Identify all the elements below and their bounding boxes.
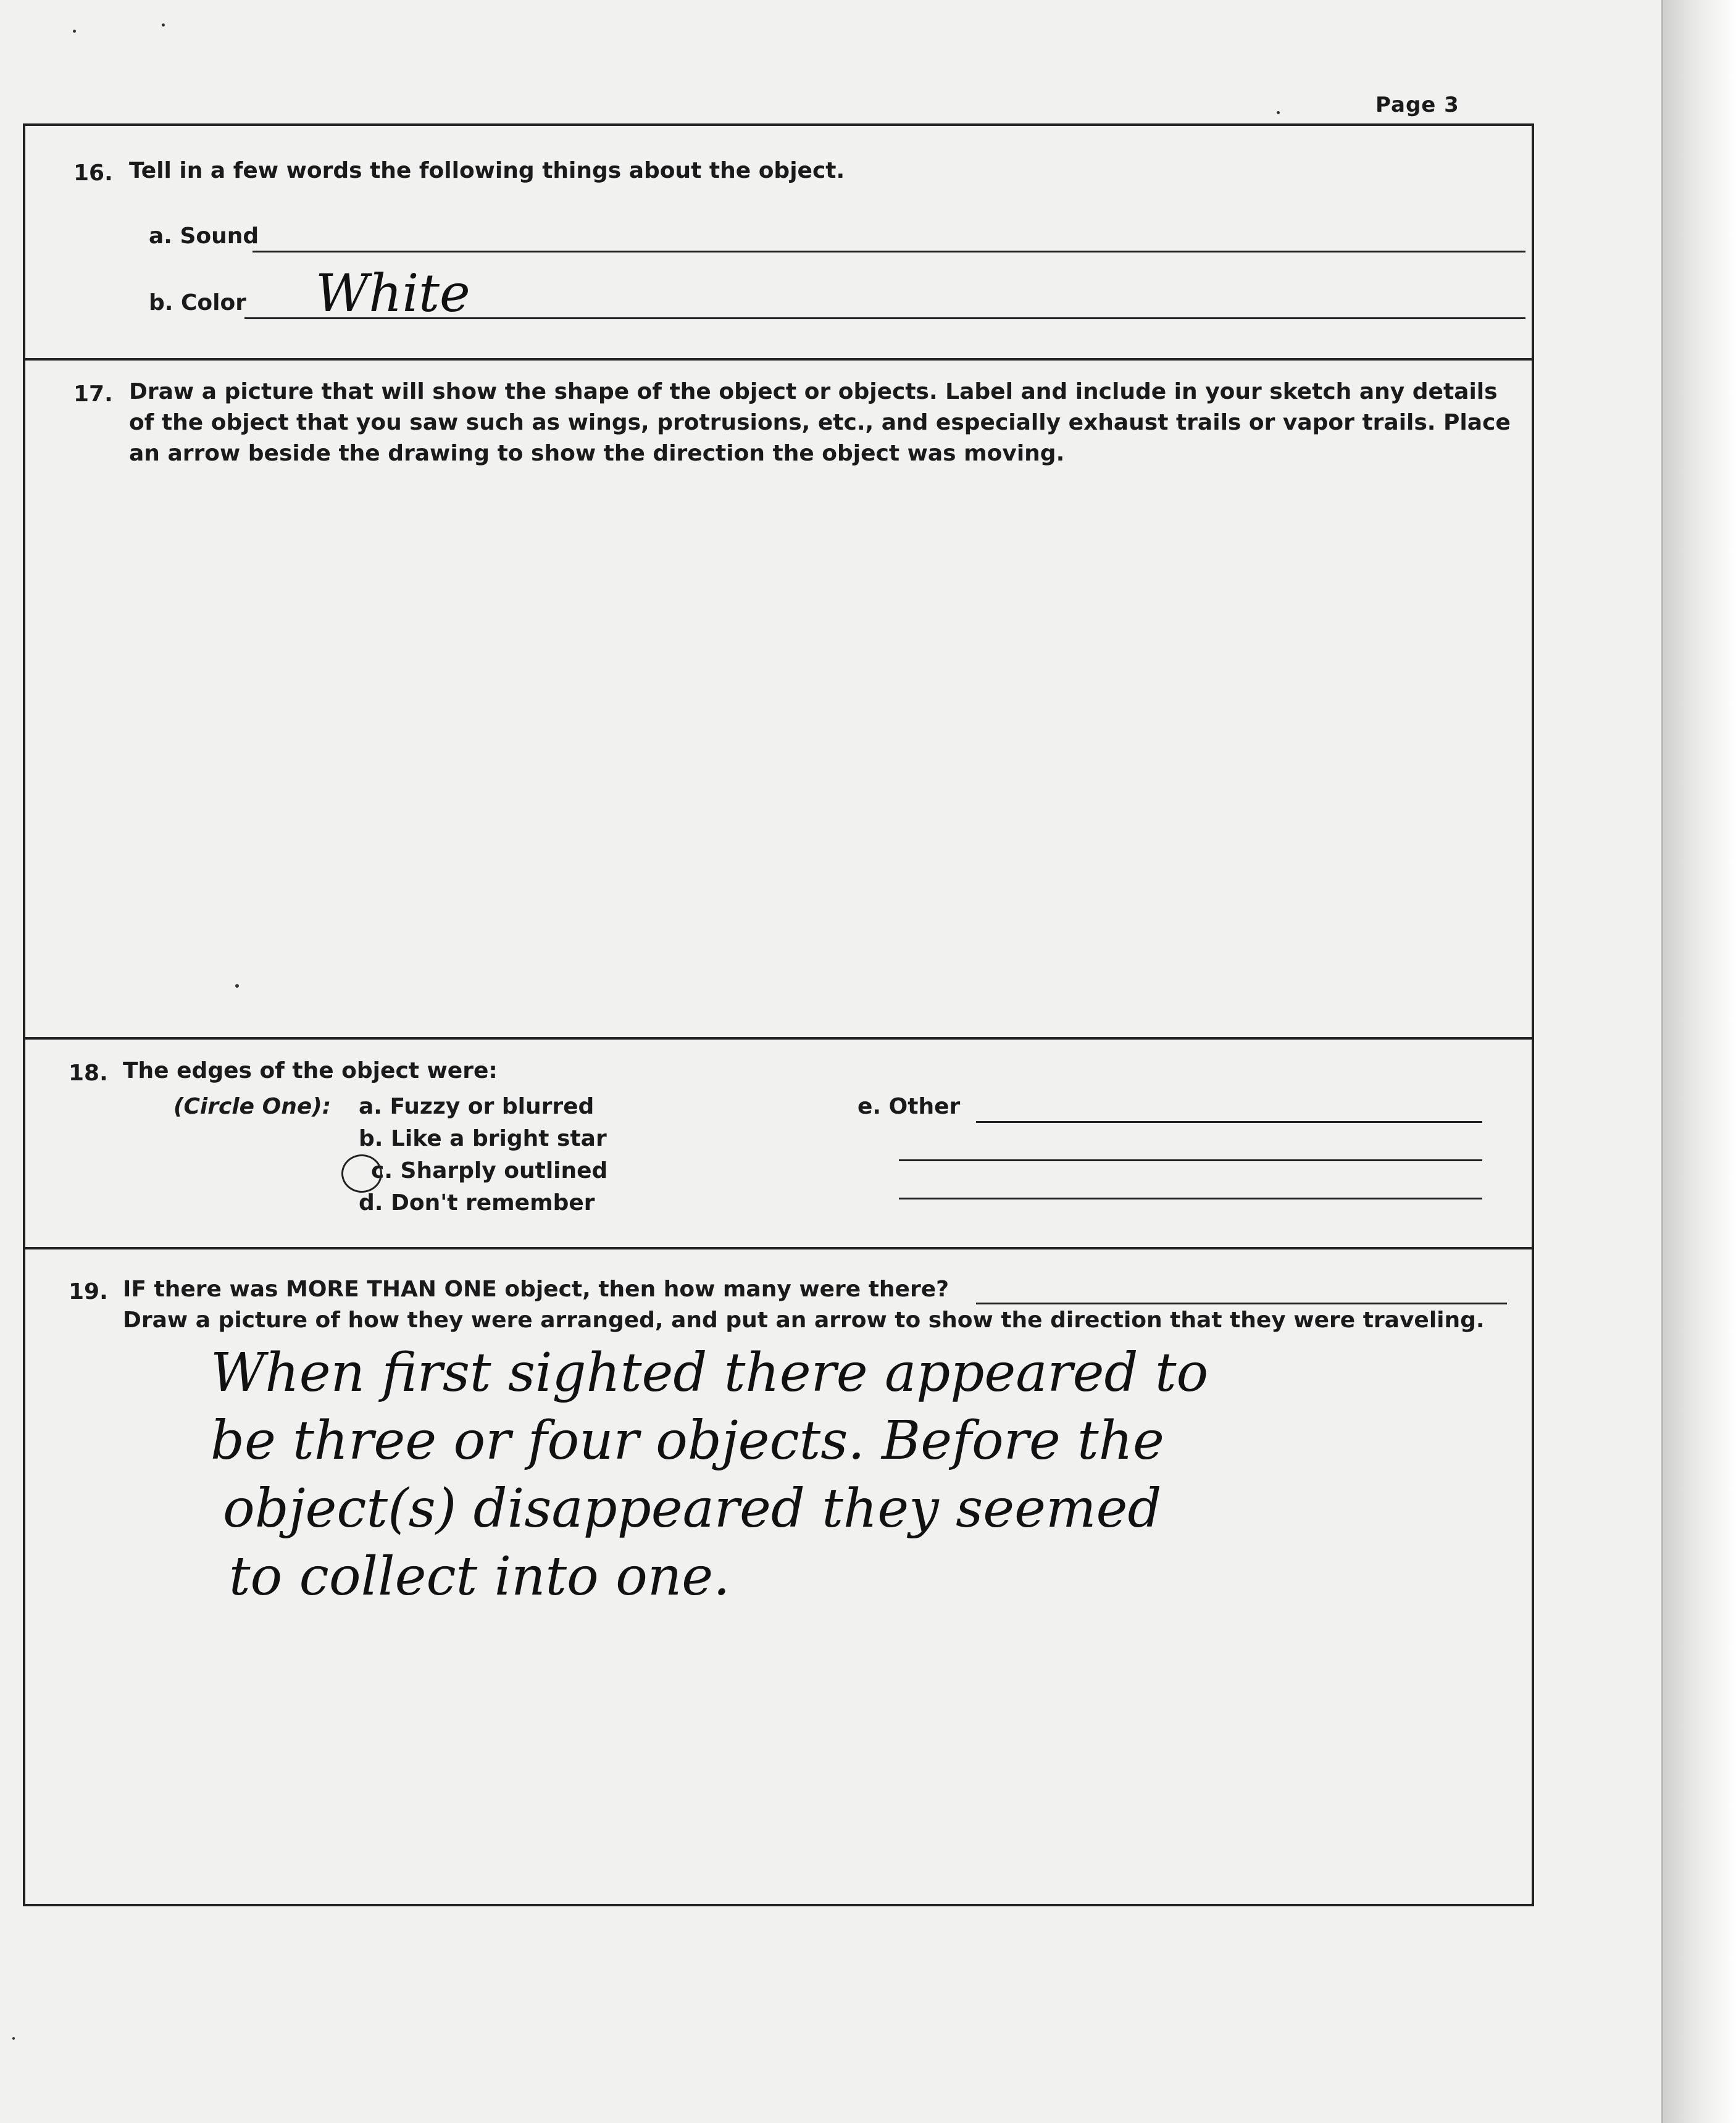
other-answer-line-2[interactable] <box>899 1159 1482 1161</box>
sound-label: a. Sound <box>149 223 259 249</box>
sketch-area[interactable] <box>50 484 1507 1019</box>
question-19-line-1: IF there was MORE THAN ONE object, then how many were there? <box>123 1277 949 1302</box>
question-19-line-2: Draw a picture of how they were arranged, and put an arrow to show the direction that they were traveling. <box>123 1308 1485 1333</box>
question-18-prompt: The edges of the object were: <box>123 1058 498 1083</box>
option-c[interactable]: c. Sharply outlined <box>371 1158 608 1183</box>
question-18-number: 18. <box>69 1061 108 1086</box>
question-16-prompt: Tell in a few words the following things about the object. <box>129 158 845 183</box>
option-e-other: e. Other <box>858 1094 961 1119</box>
answer-line-3: object(s) disappeared they seemed <box>223 1478 1162 1540</box>
ink-speck <box>235 984 239 988</box>
color-answer: White <box>315 263 470 323</box>
other-answer-line-1[interactable] <box>976 1121 1482 1123</box>
question-17-line-1: Draw a picture that will show the shape of the object or objects. Label and include in your sketch any details <box>129 379 1498 404</box>
question-17-number: 17. <box>73 382 113 407</box>
scan-speck <box>1277 111 1280 114</box>
question-17-section <box>25 361 1532 1040</box>
option-d[interactable]: d. Don't remember <box>359 1190 595 1216</box>
scan-speck <box>12 2037 15 2040</box>
page-number: Page 3 <box>1375 93 1459 117</box>
form-box <box>23 123 1534 1906</box>
option-a[interactable]: a. Fuzzy or blurred <box>359 1094 595 1119</box>
question-19-number: 19. <box>69 1279 108 1304</box>
circle-one-instruction: (Circle One): <box>173 1094 332 1119</box>
answer-line-4: to collect into one. <box>229 1546 730 1608</box>
scan-speck <box>73 30 76 33</box>
question-16-section <box>25 126 1532 361</box>
page-edge-shadow <box>1661 0 1736 2123</box>
answer-line-2: be three or four objects. Before the <box>211 1410 1164 1472</box>
question-19-section <box>25 1249 1532 1906</box>
object-count-answer-line[interactable] <box>976 1303 1507 1304</box>
question-17-line-3: an arrow beside the drawing to show the direction the object was moving. <box>129 441 1065 466</box>
sound-answer-line[interactable] <box>252 251 1525 252</box>
question-17-line-2: of the object that you saw such as wings, protrusions, etc., and especially exhaust trails or vapor trails. Place <box>129 410 1511 435</box>
other-answer-line-3[interactable] <box>899 1198 1482 1199</box>
question-16-number: 16. <box>73 161 113 186</box>
scan-speck <box>162 23 165 27</box>
option-b[interactable]: b. Like a bright star <box>359 1126 607 1151</box>
answer-line-1: When first sighted there appeared to <box>211 1342 1209 1404</box>
color-label: b. Color <box>149 290 246 315</box>
question-18-section <box>25 1040 1532 1249</box>
selected-option-circle <box>341 1154 382 1193</box>
